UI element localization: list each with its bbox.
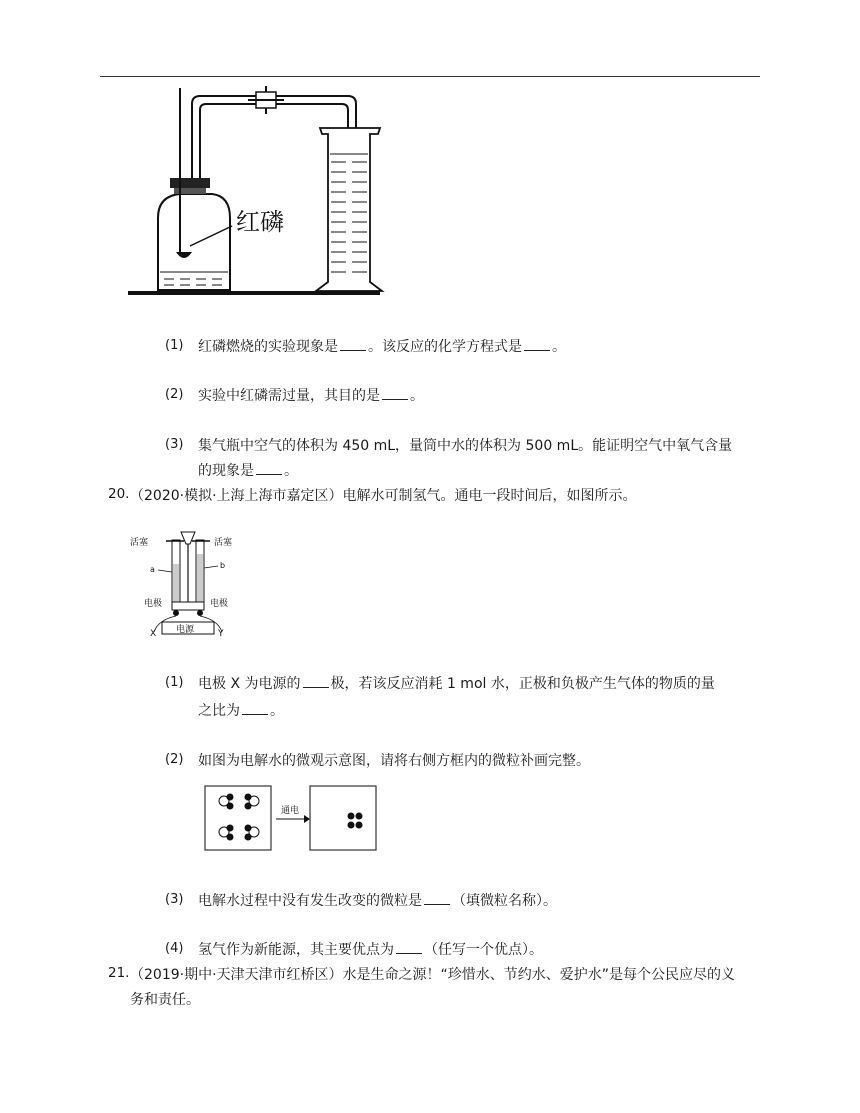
q21-stem-line1: （2019·期中·天津天津市红桥区）水是生命之源！“珍惜水、节约水、爱护水”是每个公民应尽的义 (130, 967, 736, 983)
power-supply-label: 电源 (176, 625, 195, 635)
q20-s3-text: 电解水过程中没有发生改变的微粒是 （填微粒名称）。 (198, 893, 557, 909)
q19-s3-text-line2: 的现象是 。 (198, 463, 298, 479)
answer-blank[interactable] (396, 952, 422, 954)
q20-s1-text-line2: 之比为 。 (198, 703, 284, 719)
q20-s4-number: (4) (165, 941, 184, 956)
q20-s3-number: (3) (165, 892, 184, 907)
q19-s2-number: (2) (165, 387, 184, 402)
q19-s3-text-line1: 集气瓶中空气的体积为 450 mL，量筒中水的体积为 500 mL。能证明空气中氧气含量 (198, 438, 733, 454)
header-rule (100, 76, 760, 77)
q19-s1-text: 红磷燃烧的实验现象是 。该反应的化学方程式是 。 (198, 339, 566, 355)
q20-s2-text: 如图为电解水的微观示意图，请将右侧方框内的微粒补画完整。 (198, 753, 590, 769)
q20-s4-text: 氢气作为新能源，其主要优点为 （任写一个优点）。 (198, 942, 543, 958)
tube-a-label: a (150, 565, 155, 574)
answer-blank[interactable] (424, 903, 450, 905)
left-valve-label: 活塞 (130, 538, 149, 548)
q19-s3-number: (3) (165, 437, 184, 452)
answer-blank[interactable] (242, 713, 268, 715)
left-electrode-label: 电极 (144, 599, 163, 609)
electrolysis-apparatus-figure (128, 524, 248, 640)
q20-s1-number: (1) (165, 675, 184, 690)
answer-blank[interactable] (524, 349, 550, 351)
right-electrode-label: 电极 (210, 599, 229, 609)
right-valve-label: 活塞 (214, 538, 233, 548)
q20-number: 20. (108, 486, 130, 502)
q19-s2-text: 实验中红磷需过量，其目的是 。 (198, 388, 424, 404)
answer-blank[interactable] (303, 686, 329, 688)
tube-b-label: b (220, 561, 226, 570)
q20-s2-number: (2) (165, 752, 184, 767)
red-phosphorus-apparatus-figure (120, 86, 390, 301)
q21-number: 21. (108, 965, 130, 981)
electrolysis-micro-diagram (204, 785, 379, 853)
terminal-x-label: X (150, 629, 157, 639)
answer-blank[interactable] (382, 398, 408, 400)
q20-s1-text-line1: 电极 X 为电源的 极，若该反应消耗 1 mol 水，正极和负极产生气体的物质的量 (198, 676, 715, 692)
red-phosphorus-label: 红磷 (236, 208, 284, 236)
q20-stem: （2020·模拟·上海上海市嘉定区）电解水可制氢气。通电一段时间后，如图所示。 (130, 488, 637, 504)
answer-blank[interactable] (256, 473, 282, 475)
q19-s1-number: (1) (165, 338, 184, 353)
answer-blank[interactable] (340, 349, 366, 351)
terminal-y-label: Y (218, 629, 224, 639)
q21-stem-line2: 务和责任。 (130, 992, 200, 1008)
arrow-label: 通电 (281, 806, 300, 816)
